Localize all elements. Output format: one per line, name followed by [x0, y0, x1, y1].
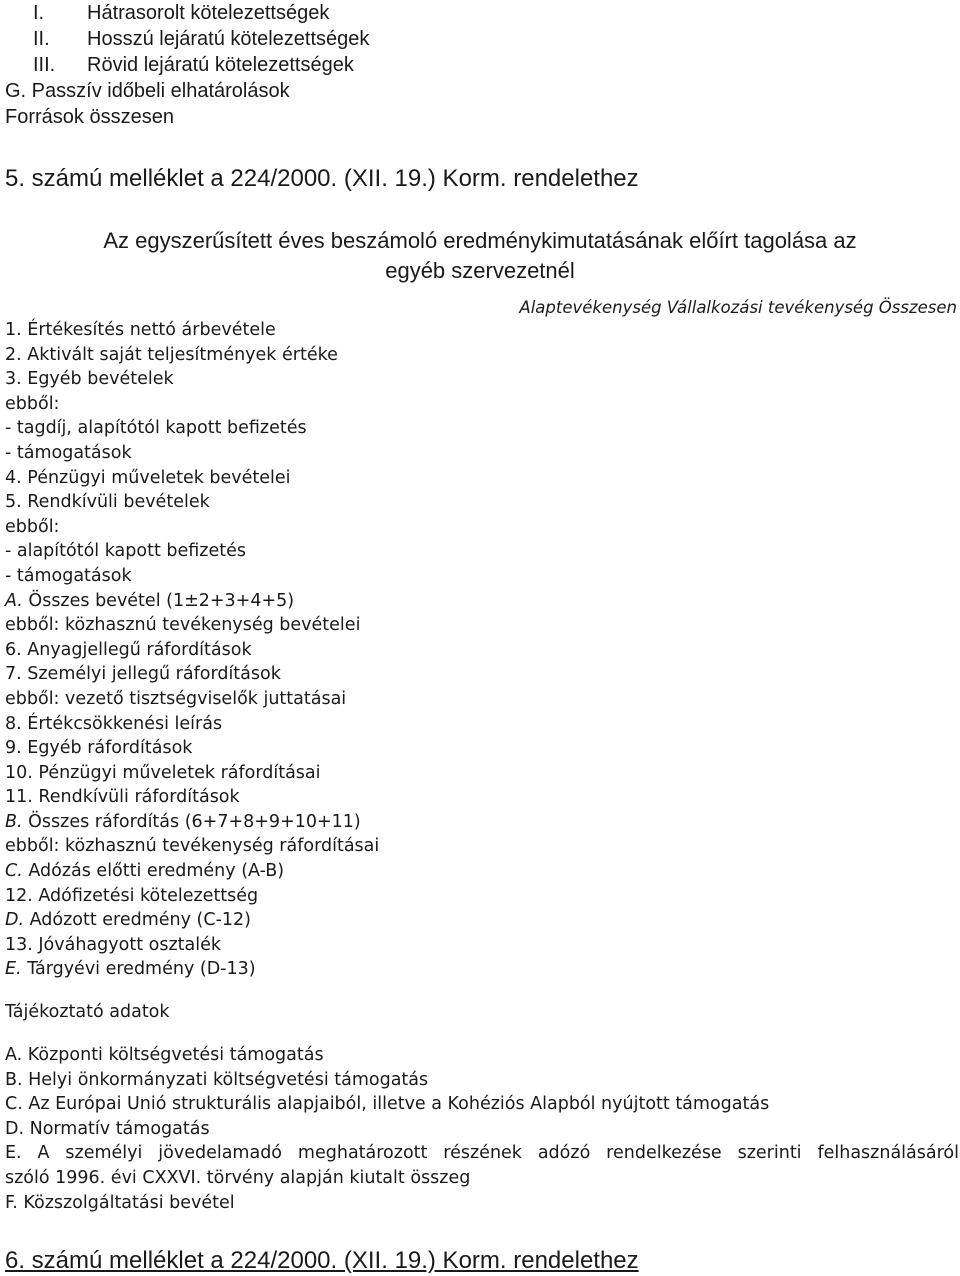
- list-item: 11. Rendkívüli ráfordítások: [5, 787, 240, 808]
- list-item: - támogatások: [5, 442, 132, 463]
- list-item: D. Normatív támogatás: [5, 1118, 210, 1139]
- list-item: - támogatások: [5, 565, 132, 586]
- annex-title-next: 6. számú melléklet a 224/2000. (XII. 19.) Korm. rendelethez: [5, 1247, 639, 1274]
- item-letter: C.: [5, 861, 23, 882]
- info-section-title: Tájékoztató adatok: [5, 1002, 170, 1022]
- item-label: Források összesen: [5, 106, 174, 128]
- item-number: I.: [33, 2, 45, 24]
- list-item: ebből: közhasznú tevékenység ráfordításai: [5, 836, 380, 857]
- item-number: III.: [33, 54, 56, 76]
- list-item: E. Tárgyévi eredmény (D-13): [5, 959, 256, 980]
- list-item: F. Közszolgáltatási bevétel: [5, 1192, 235, 1213]
- list-item: 2. Aktivált saját teljesítmények értéke: [5, 344, 338, 365]
- list-item: 7. Személyi jellegű ráfordítások: [5, 664, 281, 685]
- list-item: ebből: vezető tisztségviselők juttatásai: [5, 688, 347, 709]
- list-item: 9. Egyéb ráfordítások: [5, 738, 193, 759]
- list-item: [5, 52, 369, 78]
- balance-sheet-list: [5, 0, 369, 130]
- list-item: ebből:: [5, 516, 60, 537]
- info-items: [5, 1043, 959, 1215]
- list-item: E. A személyi jövedelamadó meghatározott részének adózó rendelkezése szerinti felhasználásáról: [5, 1143, 959, 1164]
- list-item: A. Központi költségvetési támogatás: [5, 1045, 324, 1065]
- list-item: 13. Jóváhagyott osztalék: [5, 934, 221, 955]
- item-letter: B.: [5, 811, 23, 832]
- list-item: B. Helyi önkormányzati költségvetési támogatás: [5, 1069, 429, 1090]
- item-label: Hosszú lejáratú kötelezettségek: [87, 28, 370, 50]
- list-item: - alapítótól kapott befizetés: [5, 541, 246, 562]
- list-item: ebből:: [5, 393, 60, 414]
- list-item: 3. Egyéb bevételek: [5, 369, 174, 390]
- list-item: B. Összes ráfordítás (6+7+8+9+10+11): [5, 811, 361, 832]
- column-headers: Alaptevékenység Vállalkozási tevékenység Összesen: [519, 298, 957, 317]
- list-item: [5, 78, 369, 104]
- item-number: II.: [33, 28, 50, 50]
- income-statement-items: [5, 318, 379, 982]
- list-item: - tagdíj, alapítótól kapott befizetés: [5, 418, 307, 439]
- item-letter: D.: [5, 910, 25, 931]
- list-item: 8. Értékcsökkenési leírás: [5, 713, 223, 734]
- annex-title: 5. számú melléklet a 224/2000. (XII. 19.) Korm. rendelethez: [5, 165, 639, 192]
- report-title-line-2: egyéb szervezetnél: [385, 258, 575, 283]
- item-letter: A.: [5, 590, 23, 611]
- list-item: C. Az Európai Unió strukturális alapjaiból, illetve a Kohéziós Alapból nyújtott támogatás: [5, 1094, 770, 1115]
- list-item: szóló 1996. évi CXXVI. törvény alapján kiutalt összeg: [5, 1167, 471, 1188]
- list-item: 1. Értékesítés nettó árbevétele: [5, 320, 276, 340]
- list-item: [5, 104, 369, 130]
- list-item: D. Adózott eredmény (C-12): [5, 910, 251, 931]
- item-letter: E.: [5, 959, 22, 980]
- list-item: ebből: közhasznú tevékenység bevételei: [5, 615, 361, 636]
- item-label: G. Passzív időbeli elhatárolások: [5, 80, 290, 102]
- item-label: Hátrasorolt kötelezettségek: [87, 2, 330, 24]
- list-item: 6. Anyagjellegű ráfordítások: [5, 639, 252, 660]
- list-item: 12. Adófizetési kötelezettség: [5, 885, 259, 906]
- list-item: 4. Pénzügyi műveletek bevételei: [5, 467, 291, 488]
- report-title: [0, 226, 960, 286]
- report-title-line-1: Az egyszerűsített éves beszámoló eredménykimutatásának előírt tagolása az: [103, 228, 857, 253]
- list-item: [5, 26, 369, 52]
- list-item: [5, 0, 369, 26]
- list-item: A. Összes bevétel (1±2+3+4+5): [5, 590, 295, 611]
- list-item: 10. Pénzügyi műveletek ráfordításai: [5, 762, 321, 783]
- item-label: Rövid lejáratú kötelezettségek: [87, 54, 354, 76]
- list-item: C. Adózás előtti eredmény (A-B): [5, 861, 285, 882]
- list-item: 5. Rendkívüli bevételek: [5, 492, 210, 513]
